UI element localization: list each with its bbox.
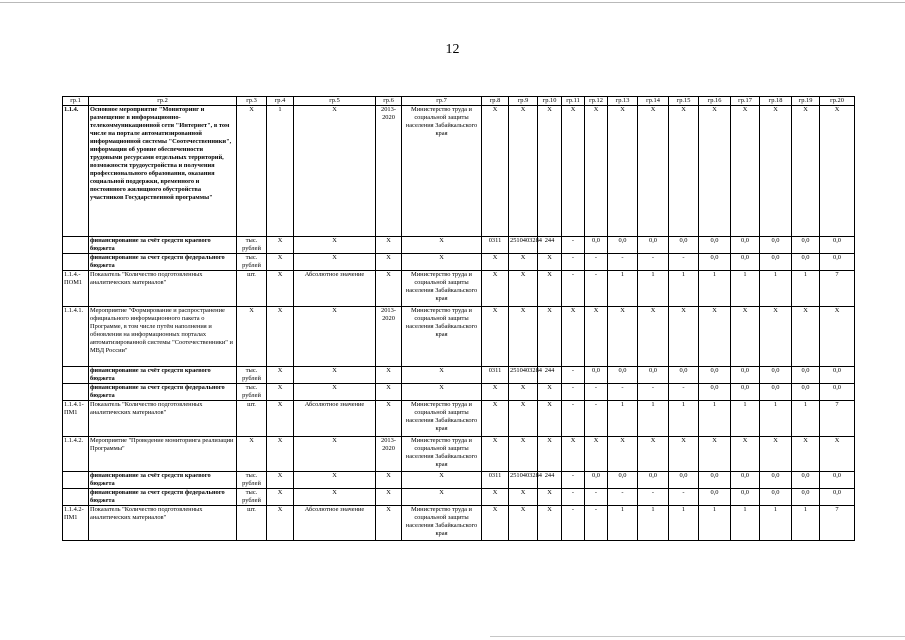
table-cell: X	[538, 271, 562, 307]
table-cell: 0,0	[792, 367, 820, 384]
table-cell: X	[482, 489, 509, 506]
table-cell: 0,0	[585, 367, 608, 384]
table-cell: X	[237, 307, 267, 367]
table-cell: X	[402, 472, 482, 489]
table-cell: 0,0	[731, 384, 760, 401]
table-cell: X	[376, 237, 402, 254]
table-cell: тыс. рублей	[237, 254, 267, 271]
table-cell: X	[562, 106, 585, 237]
table-cell: 0,0	[820, 367, 855, 384]
table-row	[63, 307, 855, 367]
table-cell: тыс. рублей	[237, 237, 267, 254]
column-header: гр.9	[509, 97, 538, 106]
table-cell: 0,0	[820, 489, 855, 506]
table-cell: X	[820, 106, 855, 237]
table-cell: X	[376, 367, 402, 384]
row-code-cell: 1.1.4.-ПОМ1	[63, 271, 89, 307]
table-cell: X	[792, 437, 820, 472]
table-cell: -	[562, 384, 585, 401]
table-cell: X	[699, 307, 731, 367]
page-number: 12	[445, 42, 460, 57]
table-cell: X	[482, 384, 509, 401]
table-cell: X	[509, 384, 538, 401]
program-table	[62, 96, 855, 541]
table-cell: -	[562, 367, 585, 384]
table-cell: -	[562, 237, 585, 254]
table-cell: X	[608, 437, 638, 472]
column-header: гр.17	[731, 97, 760, 106]
table-row	[63, 489, 855, 506]
table-cell: тыс. рублей	[237, 489, 267, 506]
table-cell: шт.	[237, 506, 267, 541]
table-cell: X	[402, 489, 482, 506]
row-title-cell: Мероприятие "Формирование и распространение официального информационного пакета о Программе, в том числе путём наполнения и обновления на информационных порталах автоматизированной системы "Соотечественники" и МВД России"	[89, 307, 237, 367]
table-cell: -	[608, 384, 638, 401]
table-cell: шт.	[237, 401, 267, 437]
table-cell: -	[585, 506, 608, 541]
table-cell: Министерство труда и социальной защиты населения Забайкальского края	[402, 271, 482, 307]
column-header: гр.7	[402, 97, 482, 106]
table-cell: X	[294, 489, 376, 506]
table-cell: 244	[538, 472, 562, 489]
row-code-cell	[63, 472, 89, 489]
table-cell: 1	[792, 271, 820, 307]
column-header: гр.18	[760, 97, 792, 106]
table-cell: 0,0	[760, 254, 792, 271]
table-cell: 7	[820, 506, 855, 541]
table-cell: 0,0	[760, 367, 792, 384]
table-cell: 1	[638, 401, 669, 437]
table-cell: 1	[792, 506, 820, 541]
table-cell: X	[608, 106, 638, 237]
table-cell: 0,0	[792, 254, 820, 271]
table-cell: X	[792, 307, 820, 367]
column-header: гр.6	[376, 97, 402, 106]
row-code-cell: 1.1.4.1-ПМ1	[63, 401, 89, 437]
table-cell: Министерство труда и социальной защиты населения Забайкальского края	[402, 437, 482, 472]
table-cell: X	[267, 489, 294, 506]
table-cell: 0,0	[699, 472, 731, 489]
table-cell: X	[402, 237, 482, 254]
column-header: гр.10	[538, 97, 562, 106]
row-code-cell	[63, 489, 89, 506]
table-cell: X	[538, 437, 562, 472]
table-cell: 0,0	[585, 237, 608, 254]
table-cell: 0,0	[608, 367, 638, 384]
column-header: гр.19	[792, 97, 820, 106]
table-cell: 0,0	[699, 367, 731, 384]
row-code-cell	[63, 367, 89, 384]
table-cell: X	[509, 254, 538, 271]
table-cell: 0311	[482, 367, 509, 384]
table-cell: X	[638, 106, 669, 237]
table-cell: X	[760, 106, 792, 237]
table-cell: 1	[731, 271, 760, 307]
table-cell: 0,0	[820, 254, 855, 271]
table-cell: X	[669, 307, 699, 367]
table-cell: X	[509, 506, 538, 541]
table-cell: X	[482, 401, 509, 437]
table-cell: 1	[267, 106, 294, 237]
table-row	[63, 106, 855, 237]
table-cell: X	[699, 437, 731, 472]
table-cell: X	[402, 384, 482, 401]
table-cell: -	[638, 254, 669, 271]
table-cell: X	[731, 106, 760, 237]
table-cell: -	[638, 384, 669, 401]
scan-bottom-edge	[490, 636, 905, 637]
table-row	[63, 437, 855, 472]
table-cell: 0,0	[820, 472, 855, 489]
table-cell: X	[376, 489, 402, 506]
table-cell: X	[509, 271, 538, 307]
row-code-cell: 1.1.4.1.	[63, 307, 89, 367]
row-title-cell: финансирование за счёт средств краевого бюджета	[89, 472, 237, 489]
table-cell: X	[267, 254, 294, 271]
table-cell: -	[585, 489, 608, 506]
table-cell: 1	[699, 506, 731, 541]
table-cell: X	[267, 506, 294, 541]
table-cell: Абсолютное значение	[294, 401, 376, 437]
table-cell: X	[792, 106, 820, 237]
table-cell: 0,0	[792, 237, 820, 254]
table-cell: X	[820, 307, 855, 367]
table-cell: X	[699, 106, 731, 237]
table-cell: -	[585, 384, 608, 401]
table-cell: X	[509, 401, 538, 437]
table-cell: 1	[669, 271, 699, 307]
row-title-cell: Показатель "Количество подготовленных аналитических материалов"	[89, 401, 237, 437]
table-cell: X	[237, 106, 267, 237]
row-code-cell	[63, 254, 89, 271]
table-cell: -	[669, 254, 699, 271]
table-cell: Министерство труда и социальной защиты населения Забайкальского края	[402, 106, 482, 237]
table-row	[63, 271, 855, 307]
table-cell: Министерство труда и социальной защиты населения Забайкальского края	[402, 401, 482, 437]
table-cell: 1	[608, 271, 638, 307]
table-cell: 0,0	[638, 237, 669, 254]
table-cell: -	[562, 472, 585, 489]
table-cell: 0,0	[585, 472, 608, 489]
table-cell: Абсолютное значение	[294, 506, 376, 541]
table-row	[63, 401, 855, 437]
table-cell: X	[538, 384, 562, 401]
table-cell: 0,0	[731, 237, 760, 254]
row-code-cell: 1.1.4.2.	[63, 437, 89, 472]
row-code-cell: 1.1.4.2-ПМ1	[63, 506, 89, 541]
table-cell: -	[669, 384, 699, 401]
table-cell: X	[376, 271, 402, 307]
column-header: гр.5	[294, 97, 376, 106]
table-cell: X	[294, 237, 376, 254]
table-cell: 0,0	[820, 237, 855, 254]
table-cell: Министерство труда и социальной защиты населения Забайкальского края	[402, 307, 482, 367]
column-header: гр.12	[585, 97, 608, 106]
table-cell: 1	[638, 506, 669, 541]
table-cell: X	[669, 437, 699, 472]
column-header: гр.20	[820, 97, 855, 106]
table-cell: -	[562, 271, 585, 307]
table-row	[63, 384, 855, 401]
table-cell: 1	[731, 506, 760, 541]
table-cell: 0,0	[669, 367, 699, 384]
table-cell: X	[267, 472, 294, 489]
table-cell: X	[482, 254, 509, 271]
table-cell: X	[608, 307, 638, 367]
table-row	[63, 237, 855, 254]
row-code-cell: 1.1.4.	[63, 106, 89, 237]
row-title-cell: финансирование за счет средств федерального бюджета	[89, 489, 237, 506]
column-header: гр.11	[562, 97, 585, 106]
table-cell: X	[267, 437, 294, 472]
table-cell: шт.	[237, 271, 267, 307]
column-header: гр.13	[608, 97, 638, 106]
table-cell: -	[562, 401, 585, 437]
table-cell: 1	[792, 401, 820, 437]
table-cell: 0,0	[638, 472, 669, 489]
table-cell: X	[482, 307, 509, 367]
table-cell: X	[538, 401, 562, 437]
table-cell: 1	[669, 506, 699, 541]
table-cell: 0,0	[699, 237, 731, 254]
row-title-cell: финансирование за счет средств федерального бюджета	[89, 254, 237, 271]
row-title-cell: Показатель "Количество подготовленных аналитических материалов"	[89, 271, 237, 307]
table-cell: X	[267, 367, 294, 384]
table-cell: X	[237, 437, 267, 472]
table-cell: -	[638, 489, 669, 506]
scan-top-edge	[0, 2, 905, 3]
table-cell: X	[267, 271, 294, 307]
table-cell: X	[294, 106, 376, 237]
table-cell: 2013-2020	[376, 307, 402, 367]
table-cell: Министерство труда и социальной защиты населения Забайкальского края	[402, 506, 482, 541]
table-cell: 7	[820, 401, 855, 437]
table-cell: 0,0	[731, 489, 760, 506]
table-row	[63, 254, 855, 271]
table-cell: X	[294, 384, 376, 401]
table-cell: 1	[669, 401, 699, 437]
column-header: гр.1	[63, 97, 89, 106]
table-cell: X	[509, 106, 538, 237]
table-cell: X	[638, 307, 669, 367]
table-cell: X	[294, 307, 376, 367]
table-cell: X	[376, 384, 402, 401]
table-cell: 0,0	[608, 472, 638, 489]
table-cell: X	[376, 472, 402, 489]
table-cell: 0,0	[669, 472, 699, 489]
table-cell: X	[402, 254, 482, 271]
column-header: гр.4	[267, 97, 294, 106]
table-cell: тыс. рублей	[237, 384, 267, 401]
table-cell: 1	[699, 401, 731, 437]
table-cell: 244	[538, 367, 562, 384]
row-code-cell	[63, 384, 89, 401]
table-cell: тыс. рублей	[237, 367, 267, 384]
table-cell: 2510403284	[509, 367, 538, 384]
table-cell: X	[294, 367, 376, 384]
table-cell: 0,0	[731, 472, 760, 489]
table-cell: X	[638, 437, 669, 472]
table-cell: X	[760, 307, 792, 367]
table-cell: X	[538, 489, 562, 506]
table-cell: X	[585, 437, 608, 472]
table-cell: 0,0	[699, 384, 731, 401]
header-row	[63, 97, 855, 106]
row-title-cell: Основное мероприятие "Мониторинг и размещение в информационно-телекоммуникационной сети "Интернет", в том числе на портале автоматизированной информационной системы "Соотечественники", информации об уровне обеспеченности трудовыми ресурсами отдельных территорий, возможности трудоустройства и получения профессионального образования, оказания социальной поддержки, временного и постоянного жилищного обустройства участников Государственной программы"	[89, 106, 237, 237]
table-cell: 2510403284	[509, 237, 538, 254]
table-cell: X	[562, 437, 585, 472]
table-cell: 0311	[482, 237, 509, 254]
row-title-cell: финансирование за счет средств федерального бюджета	[89, 384, 237, 401]
table-cell: X	[482, 506, 509, 541]
table-cell: 2013-2020	[376, 437, 402, 472]
column-header: гр.15	[669, 97, 699, 106]
table-cell: 0,0	[760, 237, 792, 254]
table-cell: X	[482, 106, 509, 237]
table-cell: X	[376, 401, 402, 437]
table-row	[63, 506, 855, 541]
table-cell: X	[294, 472, 376, 489]
table-cell: X	[294, 437, 376, 472]
table-cell: X	[538, 254, 562, 271]
table-cell: X	[820, 437, 855, 472]
row-code-cell	[63, 237, 89, 254]
table-cell: 7	[820, 271, 855, 307]
table-cell: 1	[608, 401, 638, 437]
table-cell: -	[669, 489, 699, 506]
table-cell: 0,0	[699, 489, 731, 506]
table-cell: -	[608, 489, 638, 506]
table-cell: X	[482, 437, 509, 472]
row-title-cell: финансирование за счёт средств краевого бюджета	[89, 367, 237, 384]
table-cell: тыс. рублей	[237, 472, 267, 489]
table-cell: X	[376, 254, 402, 271]
table-cell: 1	[760, 506, 792, 541]
table-cell: X	[267, 384, 294, 401]
table-cell: 0,0	[792, 489, 820, 506]
column-header: гр.8	[482, 97, 509, 106]
table-cell: X	[760, 437, 792, 472]
table-cell: X	[538, 106, 562, 237]
table-cell: 2510403284	[509, 472, 538, 489]
table-cell: 0,0	[792, 384, 820, 401]
table-cell: X	[376, 506, 402, 541]
table-cell: X	[402, 367, 482, 384]
table-cell: X	[538, 506, 562, 541]
row-title-cell: финансирование за счёт средств краевого бюджета	[89, 237, 237, 254]
table-cell: -	[585, 401, 608, 437]
table-cell: X	[294, 254, 376, 271]
column-header: гр.3	[237, 97, 267, 106]
table-cell: 0,0	[760, 489, 792, 506]
table-cell: 1	[638, 271, 669, 307]
row-title-cell: Показатель "Количество подготовленных аналитических материалов"	[89, 506, 237, 541]
table-cell: 0,0	[820, 384, 855, 401]
table-cell: 1	[699, 271, 731, 307]
table-cell: 0,0	[731, 367, 760, 384]
table-cell: 244	[538, 237, 562, 254]
table-cell: X	[538, 307, 562, 367]
table-cell: -	[585, 254, 608, 271]
table-cell: X	[731, 437, 760, 472]
table-cell: X	[509, 307, 538, 367]
table-cell: -	[608, 254, 638, 271]
table-cell: 0311	[482, 472, 509, 489]
table-cell: 0,0	[731, 254, 760, 271]
table-cell: 1	[760, 271, 792, 307]
column-header: гр.2	[89, 97, 237, 106]
table-row	[63, 472, 855, 489]
table-cell: -	[562, 489, 585, 506]
table-cell: 0,0	[760, 384, 792, 401]
table-cell: X	[482, 271, 509, 307]
table-cell: 0,0	[638, 367, 669, 384]
table-row	[63, 367, 855, 384]
table-cell: X	[585, 307, 608, 367]
column-header: гр.16	[699, 97, 731, 106]
table-cell: -	[585, 271, 608, 307]
table-cell: 2013-2020	[376, 106, 402, 237]
table-cell: X	[669, 106, 699, 237]
table-cell: X	[585, 106, 608, 237]
table-cell: Абсолютное значение	[294, 271, 376, 307]
table-cell: X	[267, 307, 294, 367]
table-cell: 0,0	[760, 472, 792, 489]
table-cell: X	[562, 307, 585, 367]
table-cell: 0,0	[608, 237, 638, 254]
table-cell: X	[731, 307, 760, 367]
table-cell: X	[267, 401, 294, 437]
table-cell: X	[509, 437, 538, 472]
table-cell: 1	[731, 401, 760, 437]
table-cell: 0,0	[792, 472, 820, 489]
column-header: гр.14	[638, 97, 669, 106]
table-cell: X	[509, 489, 538, 506]
table-cell: 0,0	[669, 237, 699, 254]
table-cell: -	[562, 506, 585, 541]
table-cell: 1	[760, 401, 792, 437]
table-cell: 1	[608, 506, 638, 541]
table-cell: 0,0	[699, 254, 731, 271]
table-cell: X	[267, 237, 294, 254]
table-cell: -	[562, 254, 585, 271]
row-title-cell: Мероприятие "Проведение мониторинга реализации Программы"	[89, 437, 237, 472]
